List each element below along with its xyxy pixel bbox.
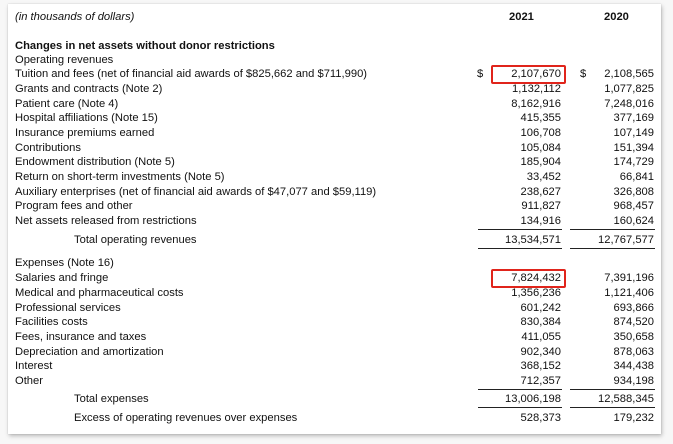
section-title-row bbox=[8, 40, 661, 53]
value-2020: 377,169 bbox=[613, 112, 654, 124]
value-2020: 7,391,196 bbox=[604, 272, 654, 284]
total-revenues-2021: 13,534,571 bbox=[505, 234, 561, 246]
row-label: Patient care (Note 4) bbox=[15, 98, 119, 110]
total-rule-2021 bbox=[478, 248, 562, 249]
table-row bbox=[8, 127, 661, 140]
row-label: Program fees and other bbox=[15, 200, 133, 212]
value-2021: 238,627 bbox=[520, 186, 561, 198]
subtotal-rule-2020 bbox=[570, 229, 655, 230]
row-label: Facilities costs bbox=[15, 316, 88, 328]
value-2020: 174,729 bbox=[613, 156, 654, 168]
value-2020: 1,077,825 bbox=[604, 83, 654, 95]
value-2021: 134,916 bbox=[520, 215, 561, 227]
table-row bbox=[8, 171, 661, 184]
value-2020: 874,520 bbox=[613, 316, 654, 328]
value-2021: 1,356,236 bbox=[511, 287, 561, 299]
table-row bbox=[8, 98, 661, 111]
excess-label: Excess of operating revenues over expenses bbox=[74, 412, 298, 424]
value-2020: 968,457 bbox=[613, 200, 654, 212]
value-2020: 326,808 bbox=[613, 186, 654, 198]
total-expenses-2021: 13,006,198 bbox=[505, 393, 561, 405]
row-label: Endowment distribution (Note 5) bbox=[15, 156, 175, 168]
excess-2020: 179,232 bbox=[613, 412, 654, 424]
value-2020: 66,841 bbox=[619, 171, 654, 183]
value-2021: 830,384 bbox=[520, 316, 561, 328]
value-2020: 878,063 bbox=[613, 346, 654, 358]
row-label: Medical and pharmaceutical costs bbox=[15, 287, 184, 299]
table-row bbox=[8, 156, 661, 169]
units-note: (in thousands of dollars) bbox=[15, 11, 135, 23]
table-row bbox=[8, 142, 661, 155]
value-2020: 344,438 bbox=[613, 360, 654, 372]
currency-symbol: $ bbox=[477, 68, 484, 80]
row-label: Fees, insurance and taxes bbox=[15, 331, 147, 343]
value-2021: 1,132,112 bbox=[512, 83, 561, 95]
table-row bbox=[8, 186, 661, 199]
value-2021: 368,152 bbox=[520, 360, 561, 372]
row-label: Salaries and fringe bbox=[15, 272, 109, 284]
currency-symbol: $ bbox=[580, 68, 587, 80]
value-2020: 693,866 bbox=[613, 302, 654, 314]
value-2021: 712,357 bbox=[520, 375, 561, 387]
value-2020: 7,248,016 bbox=[604, 98, 654, 110]
total-revenues-2020: 12,767,577 bbox=[598, 234, 654, 246]
table-row bbox=[8, 200, 661, 213]
row-label: Interest bbox=[15, 360, 53, 372]
table-row bbox=[8, 215, 661, 228]
header-row bbox=[8, 11, 661, 24]
value-2021: 105,084 bbox=[520, 142, 561, 154]
value-2020: 350,658 bbox=[613, 331, 654, 343]
table-row bbox=[8, 287, 661, 300]
highlight-tuition-2021 bbox=[491, 65, 566, 84]
value-2020: 160,624 bbox=[613, 215, 654, 227]
total-revenues-row bbox=[8, 234, 661, 247]
row-label: Net assets released from restrictions bbox=[15, 215, 197, 227]
value-2021: 415,355 bbox=[520, 112, 561, 124]
table-row bbox=[8, 331, 661, 344]
year-header-2021: 2021 bbox=[509, 11, 534, 23]
value-2021: 601,242 bbox=[520, 302, 561, 314]
value-2021: 411,055 bbox=[521, 331, 561, 343]
table-row bbox=[8, 316, 661, 329]
total-expenses-rule-2021 bbox=[478, 407, 562, 408]
value-2021: 911,827 bbox=[521, 200, 561, 212]
excess-2021: 528,373 bbox=[520, 412, 561, 424]
row-label: Contributions bbox=[15, 142, 81, 154]
value-2021: 106,708 bbox=[520, 127, 561, 139]
revenues-title: Operating revenues bbox=[15, 54, 114, 66]
table-row bbox=[8, 112, 661, 125]
row-label: Depreciation and amortization bbox=[15, 346, 164, 358]
row-label: Grants and contracts (Note 2) bbox=[15, 83, 163, 95]
row-label: Professional services bbox=[15, 302, 121, 314]
expenses-rule-2021 bbox=[478, 389, 562, 390]
value-2021: 2,107,670 bbox=[511, 68, 561, 80]
value-2021: 33,452 bbox=[526, 171, 561, 183]
value-2021: 8,162,916 bbox=[511, 98, 561, 110]
table-row bbox=[8, 302, 661, 315]
total-revenues-label: Total operating revenues bbox=[74, 234, 197, 246]
expenses-rule-2020 bbox=[570, 389, 655, 390]
row-label: Hospital affiliations (Note 15) bbox=[15, 112, 158, 124]
value-2021: 185,904 bbox=[520, 156, 561, 168]
row-label: Insurance premiums earned bbox=[15, 127, 155, 139]
value-2020: 2,108,565 bbox=[604, 68, 654, 80]
row-label: Return on short-term investments (Note 5) bbox=[15, 171, 225, 183]
section-title: Changes in net assets without donor restrictions bbox=[15, 40, 275, 52]
table-row bbox=[8, 83, 661, 96]
value-2020: 151,394 bbox=[613, 142, 654, 154]
table-row bbox=[8, 360, 661, 373]
highlight-salaries-2021 bbox=[491, 269, 566, 288]
value-2020: 1,121,406 bbox=[604, 287, 654, 299]
row-label: Other bbox=[15, 375, 43, 387]
total-expenses-2020: 12,588,345 bbox=[598, 393, 654, 405]
year-header-2020: 2020 bbox=[604, 11, 629, 23]
value-2021: 902,340 bbox=[520, 346, 561, 358]
total-expenses-row bbox=[8, 393, 661, 406]
value-2021: 7,824,432 bbox=[511, 272, 561, 284]
total-rule-2020 bbox=[570, 248, 655, 249]
excess-row bbox=[8, 412, 661, 425]
expenses-title: Expenses (Note 16) bbox=[15, 257, 114, 269]
row-label: Tuition and fees (net of financial aid awards of $825,662 and $711,990) bbox=[15, 68, 368, 80]
row-label: Auxiliary enterprises (net of financial aid awards of $47,077 and $59,119) bbox=[15, 186, 377, 198]
subtotal-rule-2021 bbox=[478, 229, 562, 230]
table-row bbox=[8, 375, 661, 388]
total-expenses-rule-2020 bbox=[570, 407, 655, 408]
table-row bbox=[8, 346, 661, 359]
total-expenses-label: Total expenses bbox=[74, 393, 149, 405]
value-2020: 934,198 bbox=[613, 375, 654, 387]
value-2020: 107,149 bbox=[613, 127, 654, 139]
financial-statement bbox=[8, 4, 661, 434]
